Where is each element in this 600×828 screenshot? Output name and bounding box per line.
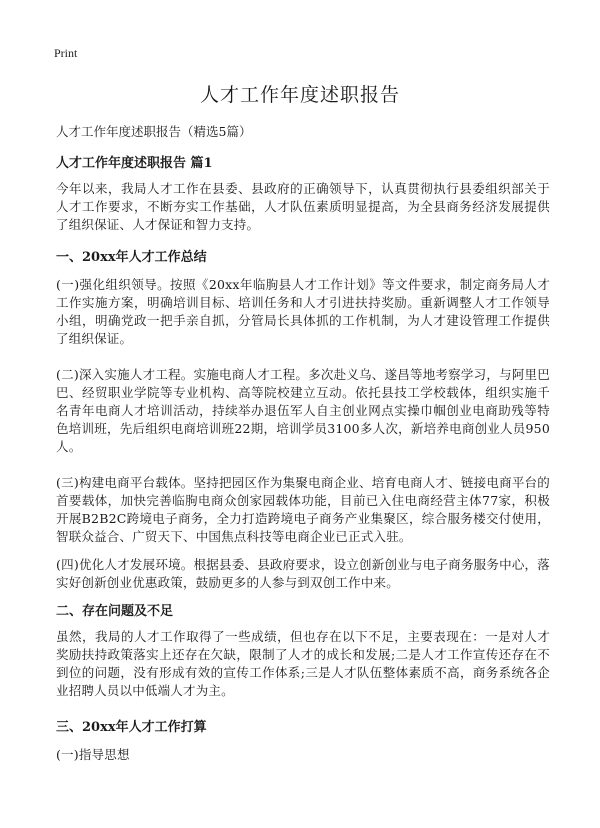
section-3-paragraph-1: (一)指导思想 [56,747,130,762]
section-1-paragraph-4: (四)优化人才发展环境。根据县委、县政府要求，设立创新创业与电子商务服务中心，落实好创新创业优惠政策，鼓励更多的人参与到双创工作中来。 [56,557,550,590]
section-2-paragraph-1: 虽然，我局的人才工作取得了一些成绩，但也存在以下不足，主要表现在：一是对人才奖励扶持政策落实上还存在欠缺，限制了人才的成长和发展;二是人才工作宣传还存在不到位的问题，没有形成有效的宣传工作体系;三是人才队伍整体素质不高，商务系统各企业招聘人员以中低端人才为主。 [56,629,550,698]
section-1-paragraph-2: (二)深入实施人才工程。实施电商人才工程。多次赴义乌、遂昌等地考察学习，与阿里巴巴、经贸职业学院等专业机构、高等院校建立互动。依托县技工学校载体，组织实施千名青年电商人才培训活动，持续举办退伍军人自主创业网点实操巾帼创业电商助残等特色培训班，先后组织电商培训班22期，培训学员3100多人次，新培养电商创业人员950人。 [56,367,550,454]
print-link[interactable]: Print [54,46,78,60]
section-1-paragraph-3: (三)构建电商平台载体。坚持把园区作为集聚电商企业、培育电商人才、链接电商平台的首要载体，加快完善临朐电商众创家园载体功能，目前已入住电商经营主体77家，积极开展B2B2C跨境电子商务，全力打造跨境电子商务产业集聚区，综合服务楼交付使用，智联众益合、广贸天下、中国焦点科技等电商企业已正式入驻。 [56,475,550,544]
section-2-heading: 二、存在问题及不足 [56,604,174,619]
article-heading: 人才工作年度述职报告 篇1 [56,156,213,171]
page-title: 人才工作年度述职报告 [199,84,400,106]
section-3-heading: 三、20xx年人才工作打算 [56,720,207,735]
section-1-heading: 一、20xx年人才工作总结 [56,250,207,265]
section-1-paragraph-1: (一)强化组织领导。按照《20xx年临朐县人才工作计划》等文件要求，制定商务局人才工作实施方案，明确培训目标、培训任务和人才引进扶持奖励。重新调整人才工作领导小组，明确党政一把手亲自抓，分管局长具体抓的工作机制，为人才建设管理工作提供了组织保证。 [56,277,550,346]
document-subtitle: 人才工作年度述职报告（精选5篇） [56,124,252,139]
intro-paragraph: 今年以来，我局人才工作在县委、县政府的正确领导下，认真贯彻执行县委组织部关于人才工作要求，不断夯实工作基础，人才队伍素质明显提高，为全县商务经济发展提供了组织保证、人才保证和智力支持。 [56,181,550,232]
